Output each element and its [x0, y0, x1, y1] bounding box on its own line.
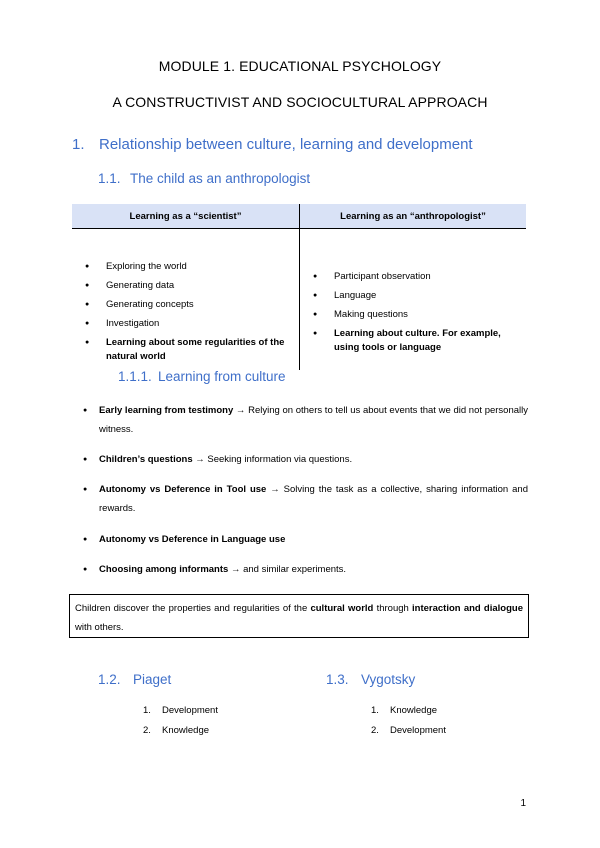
- list-item: ● Learning about culture. For example, using tools or language: [300, 327, 526, 355]
- bullet-item: ● Children’s questions → Seeking information via questions.: [83, 454, 353, 465]
- module-subtitle: A CONSTRUCTIVIST AND SOCIOCULTURAL APPROACH: [112, 94, 488, 110]
- vygotsky-item: Development: [390, 725, 446, 736]
- bullet-item: ● Early learning from testimony → Relying on others to tell us about events that we did not personally witness.: [83, 405, 528, 435]
- learning-comparison-table: [72, 204, 526, 370]
- table-header-scientist: Learning as a “scientist”: [72, 204, 300, 229]
- section-1-2-title: Piaget: [133, 672, 172, 687]
- section-1-2-number: 1.2.: [98, 672, 121, 687]
- bullet-item: ● Autonomy vs Deference in Language use: [83, 534, 286, 545]
- module-title: MODULE 1. EDUCATIONAL PSYCHOLOGY: [158, 58, 442, 74]
- vygotsky-item: Knowledge: [390, 705, 438, 716]
- section-1-3-number: 1.3.: [326, 672, 349, 687]
- section-1-1-1-number: 1.1.1.: [118, 369, 152, 384]
- piaget-item: Development: [162, 705, 218, 716]
- page-number: 1: [520, 798, 526, 809]
- list-item: ● Participant observation: [300, 270, 526, 284]
- callout-box: Children discover the properties and regularities of the cultural world through interaction and dialogue with others.: [69, 594, 529, 638]
- list-item: ● Generating data: [72, 279, 299, 293]
- piaget-item-number: 2.: [143, 725, 151, 736]
- list-item: ● Learning about some regularities of the natural world: [72, 336, 299, 364]
- vygotsky-item-number: 2.: [371, 725, 379, 736]
- bullet-item: ● Autonomy vs Deference in Tool use → Solving the task as a collective, sharing information and rewards.: [83, 484, 528, 514]
- section-1-1-number: 1.1.: [98, 171, 121, 186]
- section-1-title: Relationship between culture, learning and development: [99, 136, 473, 153]
- piaget-item: Knowledge: [162, 725, 210, 736]
- table-header-anthropologist: Learning as an “anthropologist”: [300, 204, 527, 229]
- list-item: ● Exploring the world: [72, 260, 299, 274]
- list-item: ● Generating concepts: [72, 298, 299, 312]
- section-1-number: 1.: [72, 136, 85, 153]
- list-item: ● Language: [300, 289, 526, 303]
- anthropologist-list: [300, 270, 526, 355]
- section-1-1-1-title: Learning from culture: [158, 369, 286, 384]
- vygotsky-item-number: 1.: [371, 705, 379, 716]
- scientist-list: [72, 260, 299, 364]
- piaget-item-number: 1.: [143, 705, 151, 716]
- list-item: ● Making questions: [300, 308, 526, 322]
- list-item: ● Investigation: [72, 317, 299, 331]
- bullet-item: ● Choosing among informants → and similar experiments.: [83, 564, 347, 575]
- section-1-1-title: The child as an anthropologist: [130, 171, 311, 186]
- section-1-3-title: Vygotsky: [361, 672, 416, 687]
